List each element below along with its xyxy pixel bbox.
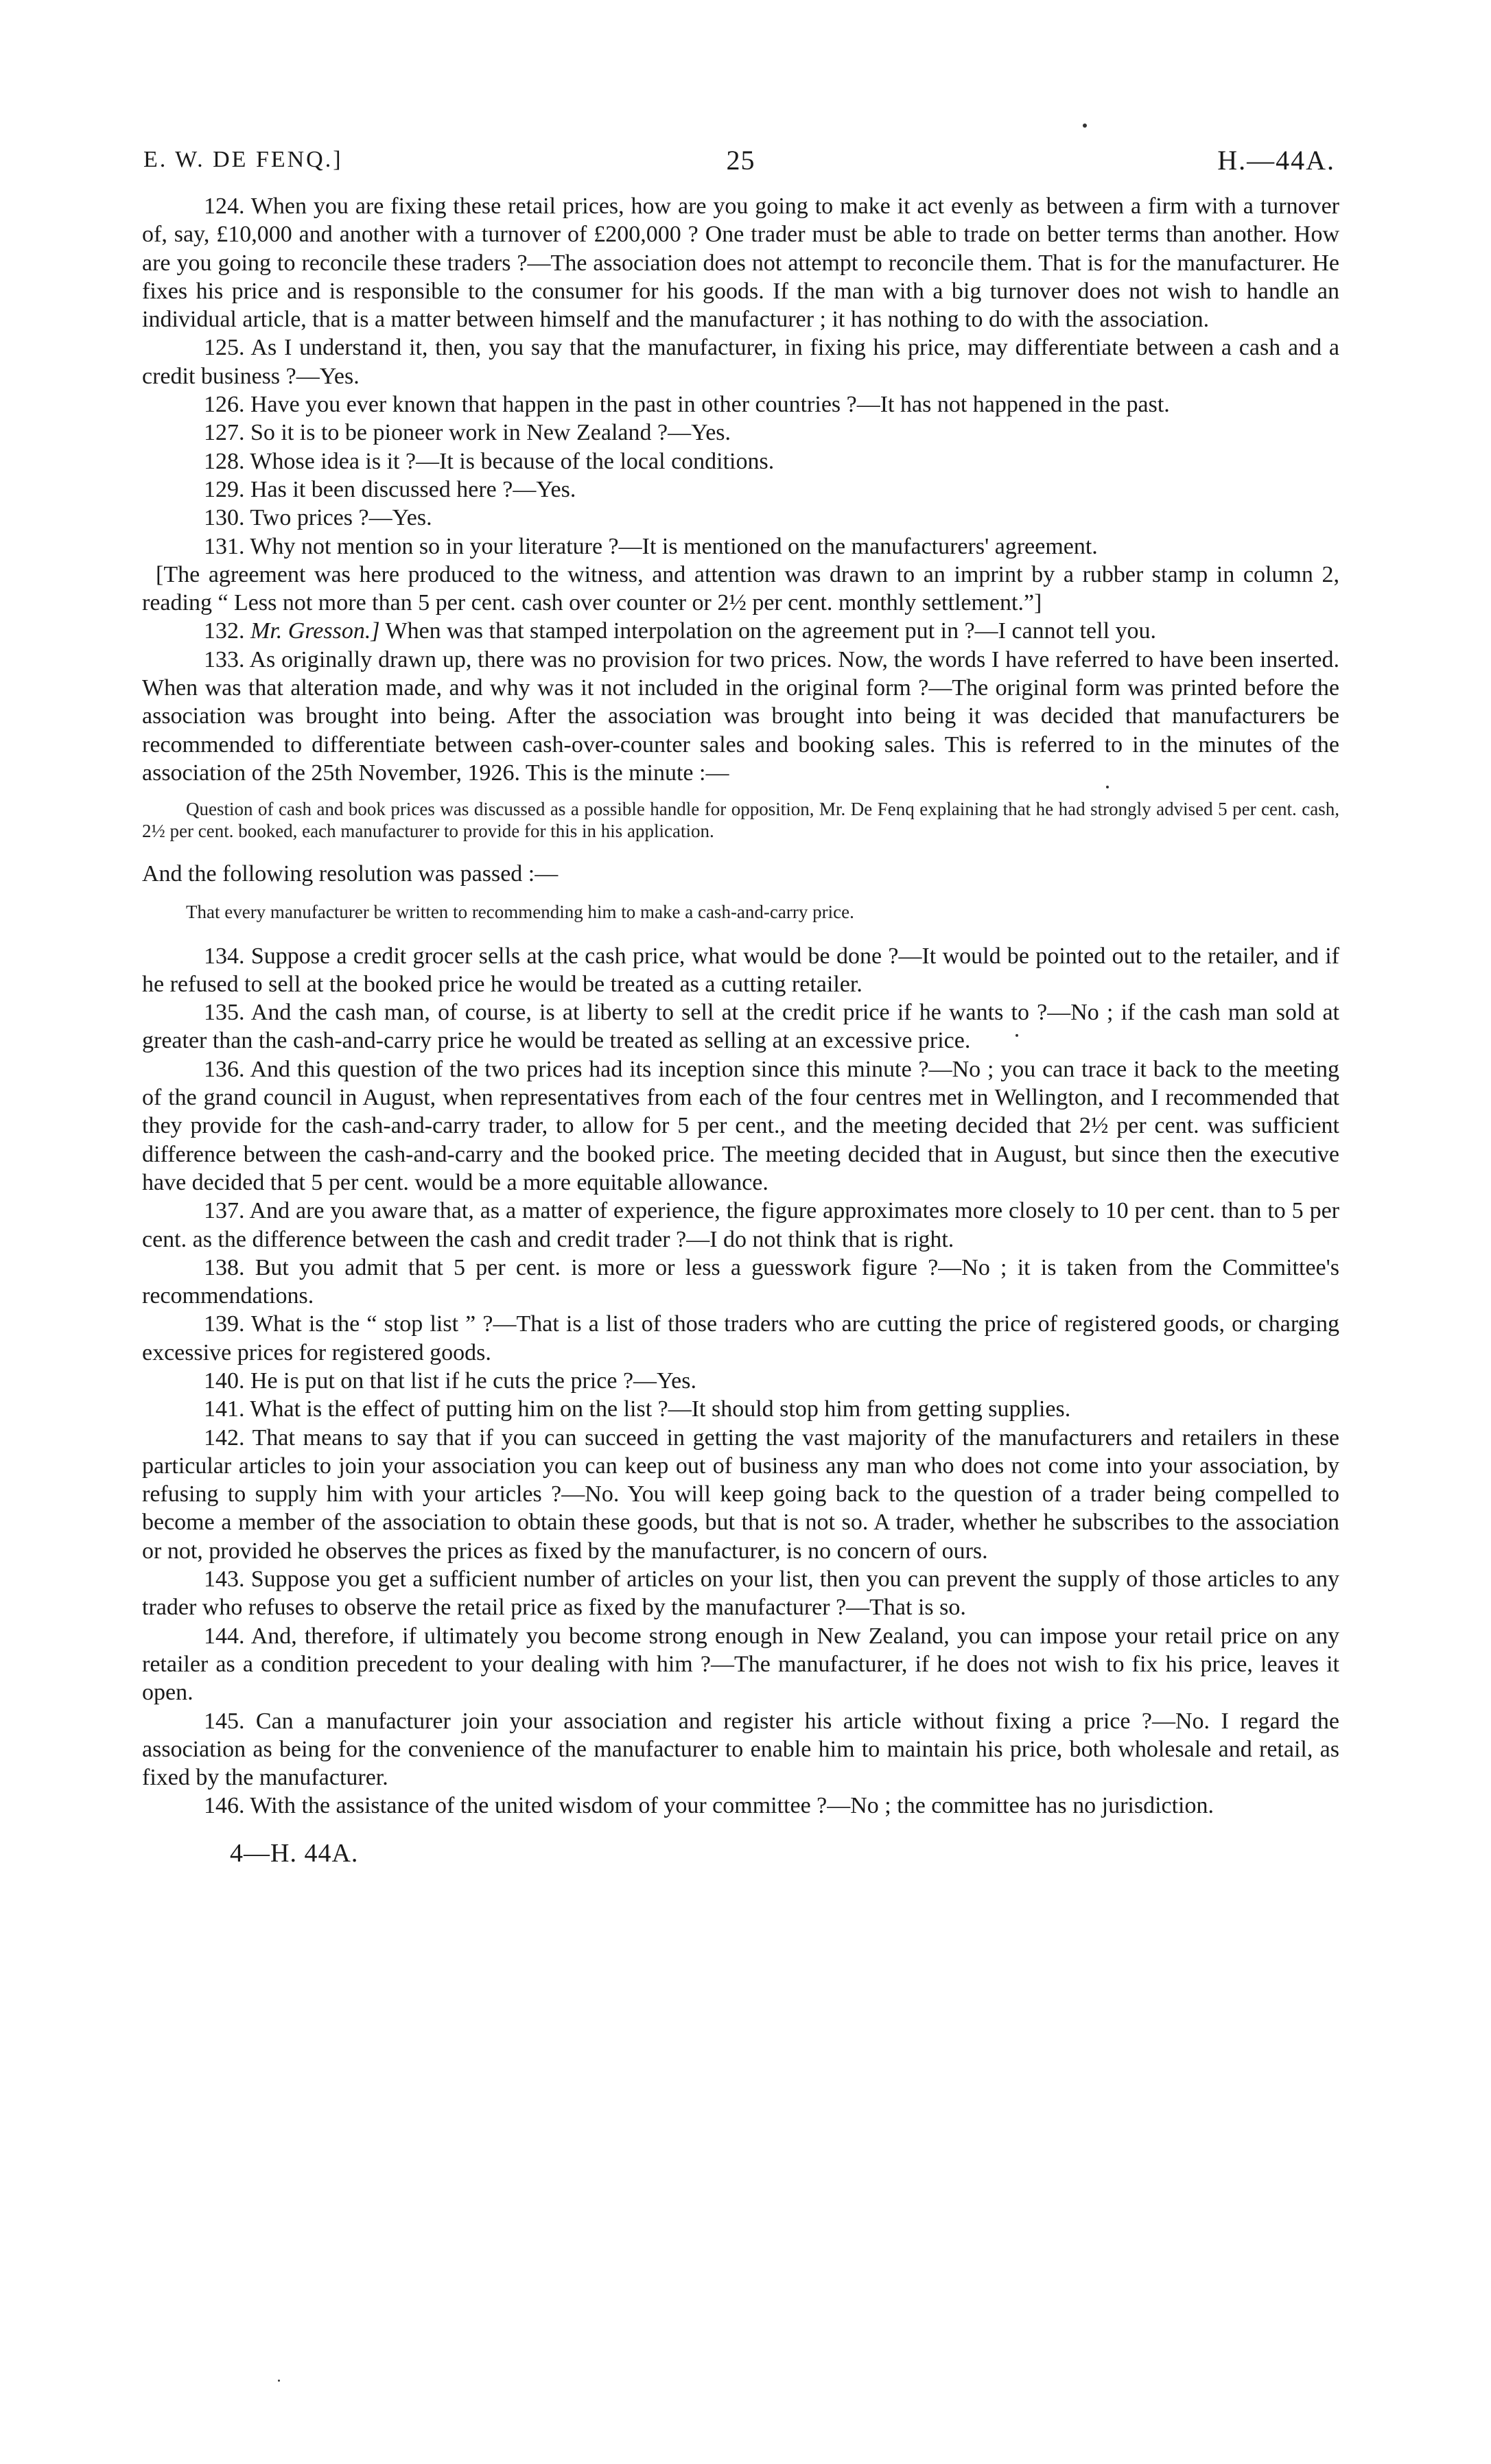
signature-mark: 4—H. 44A.	[230, 1838, 359, 1868]
paragraph-number: 132.	[204, 618, 245, 644]
document-reference: H.—44A.	[1217, 145, 1335, 176]
question-paragraph: 126. Have you ever known that happen in the past in other countries ?—It has not happened in the past.	[204, 392, 1170, 418]
question-paragraph: 130. Two prices ?—Yes.	[204, 505, 432, 531]
page-number: 25	[726, 145, 755, 176]
speaker-name: Mr. Gresson.]	[250, 618, 380, 644]
question-paragraph: 129. Has it been discussed here ?—Yes.	[204, 476, 576, 502]
question-paragraph: 141. What is the effect of putting him on the list ?—It should stop him from getting supplies.	[204, 1396, 1071, 1422]
question-paragraph: 136. And this question of the two prices had its inception since this minute ?—No ; you can trace it back to the meeting of the grand council in August, when representatives from each of the four centres met in Wellington, and I recommended that they provide for the cash-and-carry trader, to allow for 5 per cent., and the meeting decided that 2½ per cent. was sufficient difference between the cash-and-carry and the booked price. The meeting decided that in August, but since then the executive have decided that 5 per cent. would be a more equitable allowance.	[142, 1056, 1339, 1195]
question-paragraph: 145. Can a manufacturer join your association and register his article without fixing a price ?—No. I regard the association as being for the convenience of the manufacturer to enable him to maintain his price, both wholesale and retail, as fixed by the manufacturer.	[142, 1708, 1339, 1791]
resolution-intro: And the following resolution was passed :—	[142, 861, 559, 887]
scan-speck	[1083, 124, 1087, 128]
question-paragraph: 135. And the cash man, of course, is at liberty to sell at the credit price if he wants to ?—No ; if the cash man sold at greater than the cash-and-carry price he would be treated as selling at an excessive price.	[142, 1000, 1339, 1054]
scan-speck	[1106, 786, 1109, 788]
question-paragraph: 134. Suppose a credit grocer sells at the cash price, what would be done ?—It would be pointed out to the retailer, and if he refused to sell at the booked price he would be treated as a cutting retailer.	[142, 943, 1339, 997]
question-paragraph: 127. So it is to be pioneer work in New Zealand ?—Yes.	[204, 420, 731, 446]
question-paragraph: 143. Suppose you get a sufficient number of articles on your list, then you can prevent the supply of those articles to any trader who refuses to observe the retail price as fixed by the manufacturer ?—That is so.	[142, 1567, 1339, 1621]
question-paragraph: 125. As I understand it, then, you say that the manufacturer, in fixing his price, may differentiate between a cash and a credit business ?—Yes.	[142, 335, 1339, 389]
question-paragraph-132	[142, 617, 1339, 645]
question-paragraph: 142. That means to say that if you can succeed in getting the vast majority of the manufacturers and retailers in these particular articles to join your association you can keep out of business any man who does not come into your association, by refusing to supply him with your articles ?—No. You will keep going back to the question of a trader being compelled to become a member of the association to obtain these goods, but that is not so. A trader, whether he subscribes to the association or not, provided he observes the prices as fixed by the manufacturer, is no concern of ours.	[142, 1424, 1339, 1564]
question-paragraph: 139. What is the “ stop list ” ?—That is a list of those traders who are cutting the price of registered goods, or charging excessive prices for registered goods.	[142, 1311, 1339, 1365]
paragraph-text: When was that stamped interpolation on the agreement put in ?—I cannot tell you.	[385, 618, 1157, 644]
quoted-resolution: That every manufacturer be written to recommending him to make a cash-and-carry price.	[186, 901, 854, 922]
header-witness-name: E. W. DE FENQ.]	[143, 147, 343, 172]
quoted-minute: Question of cash and book prices was discussed as a possible handle for opposition, Mr. De Fenq explaining that he had strongly advised 5 per cent. cash, 2½ per cent. booked, each manufacturer to provide for this in his application.	[142, 799, 1339, 842]
question-paragraph: 131. Why not mention so in your literature ?—It is mentioned on the manufacturers' agreement.	[204, 533, 1098, 559]
question-paragraph: 140. He is put on that list if he cuts the price ?—Yes.	[204, 1368, 697, 1394]
document-page	[142, 144, 1339, 1868]
question-paragraph: 146. With the assistance of the united wisdom of your committee ?—No ; the committee has no jurisdiction.	[204, 1793, 1214, 1819]
scan-speck	[278, 2380, 280, 2382]
question-paragraph: 124. When you are fixing these retail prices, how are you going to make it act evenly as between a firm with a turnover of, say, £10,000 and another with a turnover of £200,000 ? One trader must be able to trade on better terms than another. How are you going to reconcile these traders ?—The association does not attempt to reconcile them. That is for the manufacturer. He fixes his price and is responsible to the consumer for his goods. If the man with a big turnover does not wish to handle an individual article, that is a matter between himself and the manufacturer ; it has nothing to do with the association.	[142, 193, 1339, 333]
question-paragraph: 138. But you admit that 5 per cent. is more or less a guesswork figure ?—No ; it is taken from the Committee's recommendations.	[142, 1254, 1339, 1309]
testimony-body	[142, 192, 1339, 1820]
bracketed-note: [The agreement was here produced to the witness, and attention was drawn to an imprint by a rubber stamp in column 2, reading “ Less not more than 5 per cent. cash over counter or 2½ per cent. monthly settlement.”]	[142, 561, 1339, 616]
question-paragraph: 133. As originally drawn up, there was no provision for two prices. Now, the words I have referred to have been inserted. When was that alteration made, and why was it not included in the original form ?—The original form was printed before the association was brought into being. After the association was brought into being it was decided that manufacturers be recommended to differentiate between cash-over-counter sales and booking sales. This is referred to in the minutes of the association of the 25th November, 1926. This is the minute :—	[142, 646, 1339, 786]
question-paragraph: 144. And, therefore, if ultimately you become strong enough in New Zealand, you can impose your retail price on any retailer as a condition precedent to your dealing with him ?—The manufacturer, if he does not wish to fix his price, leaves it open.	[142, 1623, 1339, 1706]
question-paragraph: 137. And are you aware that, as a matter of experience, the figure approximates more closely to 10 per cent. than to 5 per cent. as the difference between the cash and credit trader ?—I do not think that is right.	[142, 1198, 1339, 1252]
running-header	[142, 144, 1339, 185]
scan-speck	[1015, 1034, 1018, 1037]
question-paragraph: 128. Whose idea is it ?—It is because of the local conditions.	[204, 448, 775, 474]
